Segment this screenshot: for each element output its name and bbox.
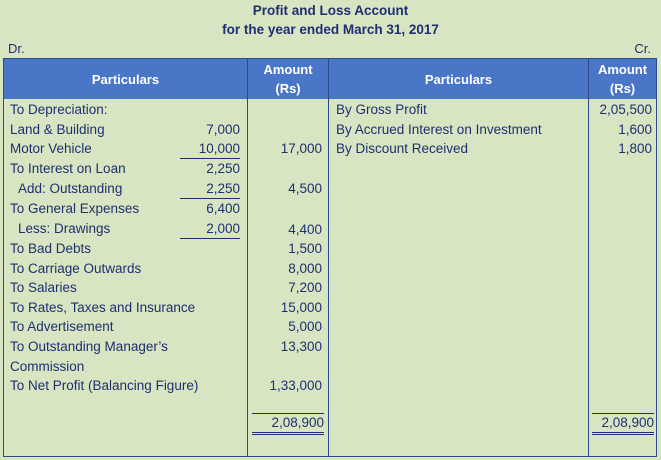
- header-amount-right: Amount (Rs): [597, 62, 648, 96]
- interest-on-loan-amount: 2,250: [206, 161, 240, 176]
- interest-on-loan-label: To Interest on Loan: [10, 161, 126, 176]
- debit-label: Dr.: [8, 41, 25, 56]
- interest-total: 4,500: [288, 181, 322, 196]
- ledger-table: [3, 58, 657, 457]
- advertisement-amount: 5,000: [288, 319, 322, 334]
- bad-debts-label: To Bad Debts: [10, 241, 92, 256]
- add-outstanding-amount: 2,250: [180, 179, 240, 199]
- column-divider: [247, 59, 248, 456]
- general-expenses-label: To General Expenses: [10, 201, 140, 216]
- net-profit-label: To Net Profit (Balancing Figure): [10, 378, 199, 393]
- motor-vehicle-amount: 10,000: [180, 139, 240, 159]
- gross-profit-label: By Gross Profit: [336, 102, 427, 117]
- outstanding-manager-label-2: Commission: [10, 359, 85, 374]
- salaries-label: To Salaries: [10, 280, 77, 295]
- document-title: Profit and Loss Account: [252, 3, 409, 18]
- accrued-interest-amount: 1,600: [618, 122, 652, 137]
- land-building-amount: 7,000: [206, 122, 240, 137]
- add-outstanding-label: Add: Outstanding: [18, 181, 123, 196]
- less-drawings-label: Less: Drawings: [18, 221, 111, 236]
- rates-taxes-label: To Rates, Taxes and Insurance: [10, 300, 196, 315]
- outstanding-manager-label-1: To Outstanding Manager’s: [10, 339, 168, 354]
- bad-debts-amount: 1,500: [288, 241, 322, 256]
- depreciation-label: To Depreciation:: [10, 102, 108, 117]
- motor-vehicle-label: Motor Vehicle: [10, 141, 92, 156]
- general-expenses-amount: 6,400: [206, 201, 240, 216]
- depreciation-total: 17,000: [280, 141, 322, 156]
- header-particulars-left: Particulars: [91, 71, 160, 87]
- outstanding-manager-amount: 13,300: [280, 339, 322, 354]
- debit-total: 2,08,900: [252, 413, 324, 435]
- advertisement-label: To Advertisement: [10, 319, 114, 334]
- salaries-amount: 7,200: [288, 280, 322, 295]
- discount-received-label: By Discount Received: [336, 141, 469, 156]
- document-subtitle: for the year ended March 31, 2017: [222, 22, 439, 37]
- accrued-interest-label: By Accrued Interest on Investment: [336, 122, 542, 137]
- land-building-label: Land & Building: [10, 122, 105, 137]
- carriage-outwards-amount: 8,000: [288, 261, 322, 276]
- header-amount-left: Amount (Rs): [263, 62, 313, 96]
- column-divider: [328, 59, 329, 456]
- credit-label: Cr.: [634, 41, 651, 56]
- credit-total: 2,08,900: [592, 413, 654, 435]
- general-expenses-total: 4,400: [288, 222, 322, 237]
- carriage-outwards-label: To Carriage Outwards: [10, 261, 142, 276]
- header-particulars-right: Particulars: [424, 71, 493, 87]
- discount-received-amount: 1,800: [618, 141, 652, 156]
- net-profit-amount: 1,33,000: [269, 378, 322, 393]
- less-drawings-amount: 2,000: [180, 219, 240, 239]
- rates-taxes-amount: 15,000: [280, 300, 322, 315]
- table-header: [4, 59, 656, 99]
- gross-profit-amount: 2,05,500: [599, 102, 652, 117]
